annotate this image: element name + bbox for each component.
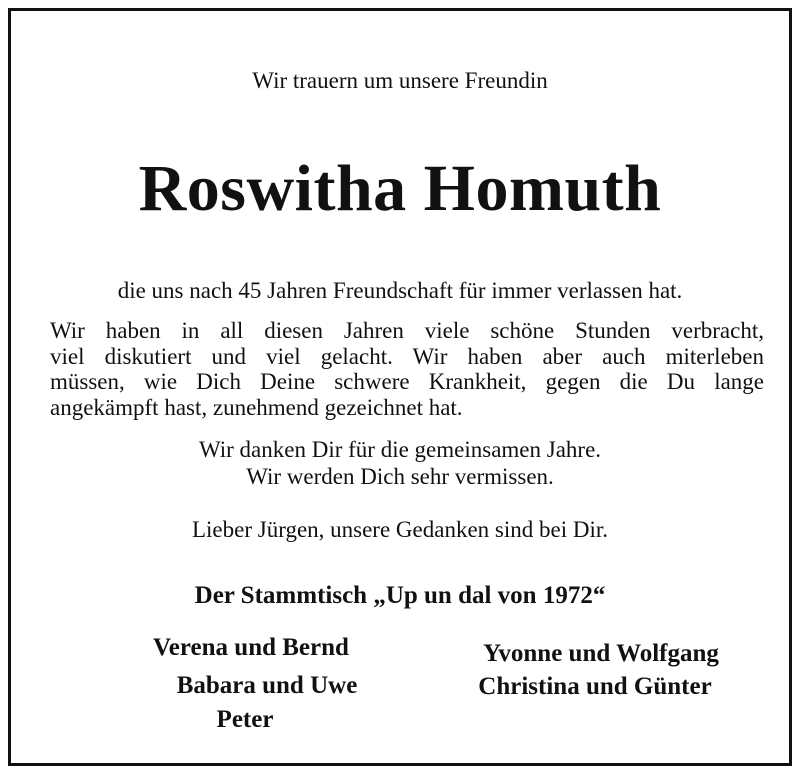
signature-left: Verena und Bernd	[153, 634, 349, 661]
deceased-name: Roswitha Homuth	[138, 152, 662, 225]
friendship-line: die uns nach 45 Jahren Freundschaft für immer verlassen hat.	[117, 278, 683, 303]
signature-left: Babara und Uwe	[176, 672, 358, 699]
signature-left: Peter	[216, 706, 274, 733]
paragraph-line: angekämpft hast, zunehmend gezeichnet hat.	[50, 394, 463, 420]
group-name: Der Stammtisch „Up un dal von 1972“	[194, 582, 606, 609]
paragraph-line: Wir haben in all diesen Jahren viele schöne Stunden verbracht,	[50, 318, 764, 343]
signature-right: Christina und Günter	[478, 673, 712, 700]
paragraph-line: viel diskutiert und viel gelacht. Wir haben aber auch miterleben	[50, 343, 764, 369]
memorial-paragraph	[50, 318, 764, 420]
condolence-line: Lieber Jürgen, unsere Gedanken sind bei Dir.	[191, 517, 608, 542]
intro-line: Wir trauern um unsere Freundin	[252, 68, 548, 93]
obituary-notice	[8, 8, 792, 766]
signature-right: Yvonne und Wolfgang	[483, 640, 719, 667]
paragraph-line: müssen, wie Dich Deine schwere Krankheit, gegen die Du lange	[50, 369, 764, 394]
miss-line: Wir werden Dich sehr vermissen.	[246, 464, 554, 489]
thanks-line: Wir danken Dir für die gemeinsamen Jahre.	[198, 437, 602, 462]
